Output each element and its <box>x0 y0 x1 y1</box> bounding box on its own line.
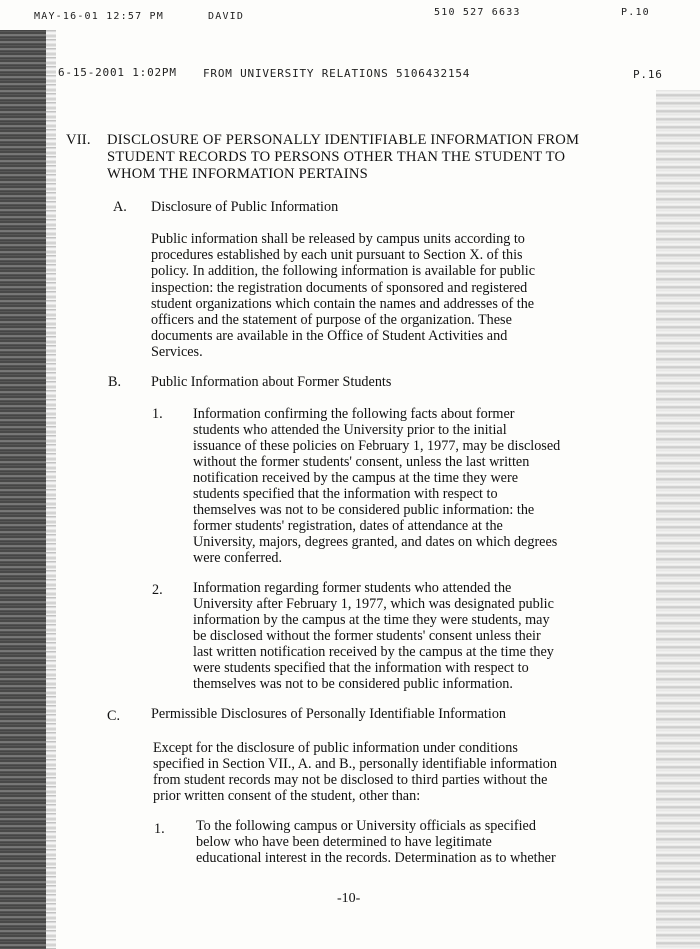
subsection-a-letter: A. <box>113 199 127 215</box>
fax-header2-from: FROM UNIVERSITY RELATIONS 5106432154 <box>203 67 471 80</box>
subsection-c-title: Permissible Disclosures of Personally Identifiable Information <box>151 706 507 722</box>
scan-edge-left <box>0 30 46 949</box>
subsection-a-line: officers and the statement of purpose of the organization. These <box>151 312 512 328</box>
subsection-c-line: prior written consent of the student, other than: <box>153 788 421 804</box>
subsection-b-item2-line: Information regarding former students who attended the <box>193 580 512 596</box>
fax-header-page: P.10 <box>621 7 650 18</box>
fax-header-phone: 510 527 6633 <box>434 7 521 18</box>
subsection-b-item1-line: issuance of these policies on February 1, 1977, may be disclosed <box>193 438 561 454</box>
subsection-b-item2-line: be disclosed without the former students' consent unless their <box>193 628 541 644</box>
subsection-c-item1-line: To the following campus or University officials as specified <box>196 818 536 834</box>
subsection-a-line: student organizations which contain the names and addresses of the <box>151 296 535 312</box>
subsection-b-item1-line: students who attended the University prior to the initial <box>193 422 507 438</box>
subsection-c-item1-line: educational interest in the records. Determination as to whether <box>196 850 556 866</box>
subsection-a-line: inspection: the registration documents of sponsored and registered <box>151 280 528 296</box>
subsection-b-item2-line: last written notification received by the campus at the time they <box>193 644 554 660</box>
subsection-a-line: policy. In addition, the following information is available for public <box>151 263 536 279</box>
section-number: VII. <box>66 132 91 148</box>
subsection-b-item2-number: 2. <box>152 582 163 598</box>
subsection-c-line: Except for the disclosure of public information under conditions <box>153 740 518 756</box>
subsection-c-item1-number: 1. <box>154 821 165 837</box>
subsection-b-item1-line: students specified that the information with respect to <box>193 486 498 502</box>
subsection-c-letter: C. <box>107 708 121 724</box>
subsection-b-item1-line: notification received by the campus at the time they were <box>193 470 519 486</box>
subsection-b-item1-line: without the former students' consent, unless the last written <box>193 454 530 470</box>
subsection-b-item2-line: were students specified that the information with respect to <box>193 660 529 676</box>
subsection-a-line: Services. <box>151 344 203 360</box>
fax-header-date: MAY-16-01 12:57 PM <box>34 11 164 22</box>
subsection-b-item2-line: themselves was not to be considered public information. <box>193 676 513 692</box>
subsection-a-title: Disclosure of Public Information <box>151 199 339 215</box>
scan-edge-left-inner <box>46 30 56 949</box>
subsection-b-item1-line: University, majors, degrees granted, and dates on which degrees <box>193 534 558 550</box>
subsection-b-item1-line: Information confirming the following facts about former <box>193 406 515 422</box>
subsection-b-item1-number: 1. <box>152 406 163 422</box>
subsection-b-item2-line: University after February 1, 1977, which was designated public <box>193 596 554 612</box>
fax-header2-page: P.16 <box>633 68 663 81</box>
section-heading-line-2: STUDENT RECORDS TO PERSONS OTHER THAN THE STUDENT TO <box>107 149 566 165</box>
fax-header-sender: DAVID <box>208 11 245 22</box>
subsection-b-title: Public Information about Former Students <box>151 374 392 390</box>
section-heading-line-1: DISCLOSURE OF PERSONALLY IDENTIFIABLE INFORMATION FROM <box>107 132 580 148</box>
subsection-a-line: Public information shall be released by campus units according to <box>151 231 525 247</box>
subsection-a-line: procedures established by each unit pursuant to Section X. of this <box>151 247 523 263</box>
page-number: -10- <box>337 891 361 906</box>
subsection-c-line: from student records may not be disclosed to third parties without the <box>153 772 548 788</box>
subsection-a-line: documents are available in the Office of Student Activities and <box>151 328 508 344</box>
subsection-c-line: specified in Section VII., A. and B., personally identifiable information <box>153 756 557 772</box>
subsection-b-letter: B. <box>108 374 122 390</box>
subsection-c-item1-line: below who have been determined to have legitimate <box>196 834 492 850</box>
subsection-b-item1-line: former students' registration, dates of attendance at the <box>193 518 503 534</box>
fax-header2-date: 6-15-2001 1:02PM <box>58 66 177 79</box>
subsection-b-item1-line: were conferred. <box>193 550 283 566</box>
subsection-b-item1-line: themselves was not to be considered public information: the <box>193 502 535 518</box>
subsection-b-item2-line: information by the campus at the time they were students, may <box>193 612 550 628</box>
scan-edge-right <box>656 90 700 949</box>
section-heading-line-3: WHOM THE INFORMATION PERTAINS <box>107 166 368 182</box>
